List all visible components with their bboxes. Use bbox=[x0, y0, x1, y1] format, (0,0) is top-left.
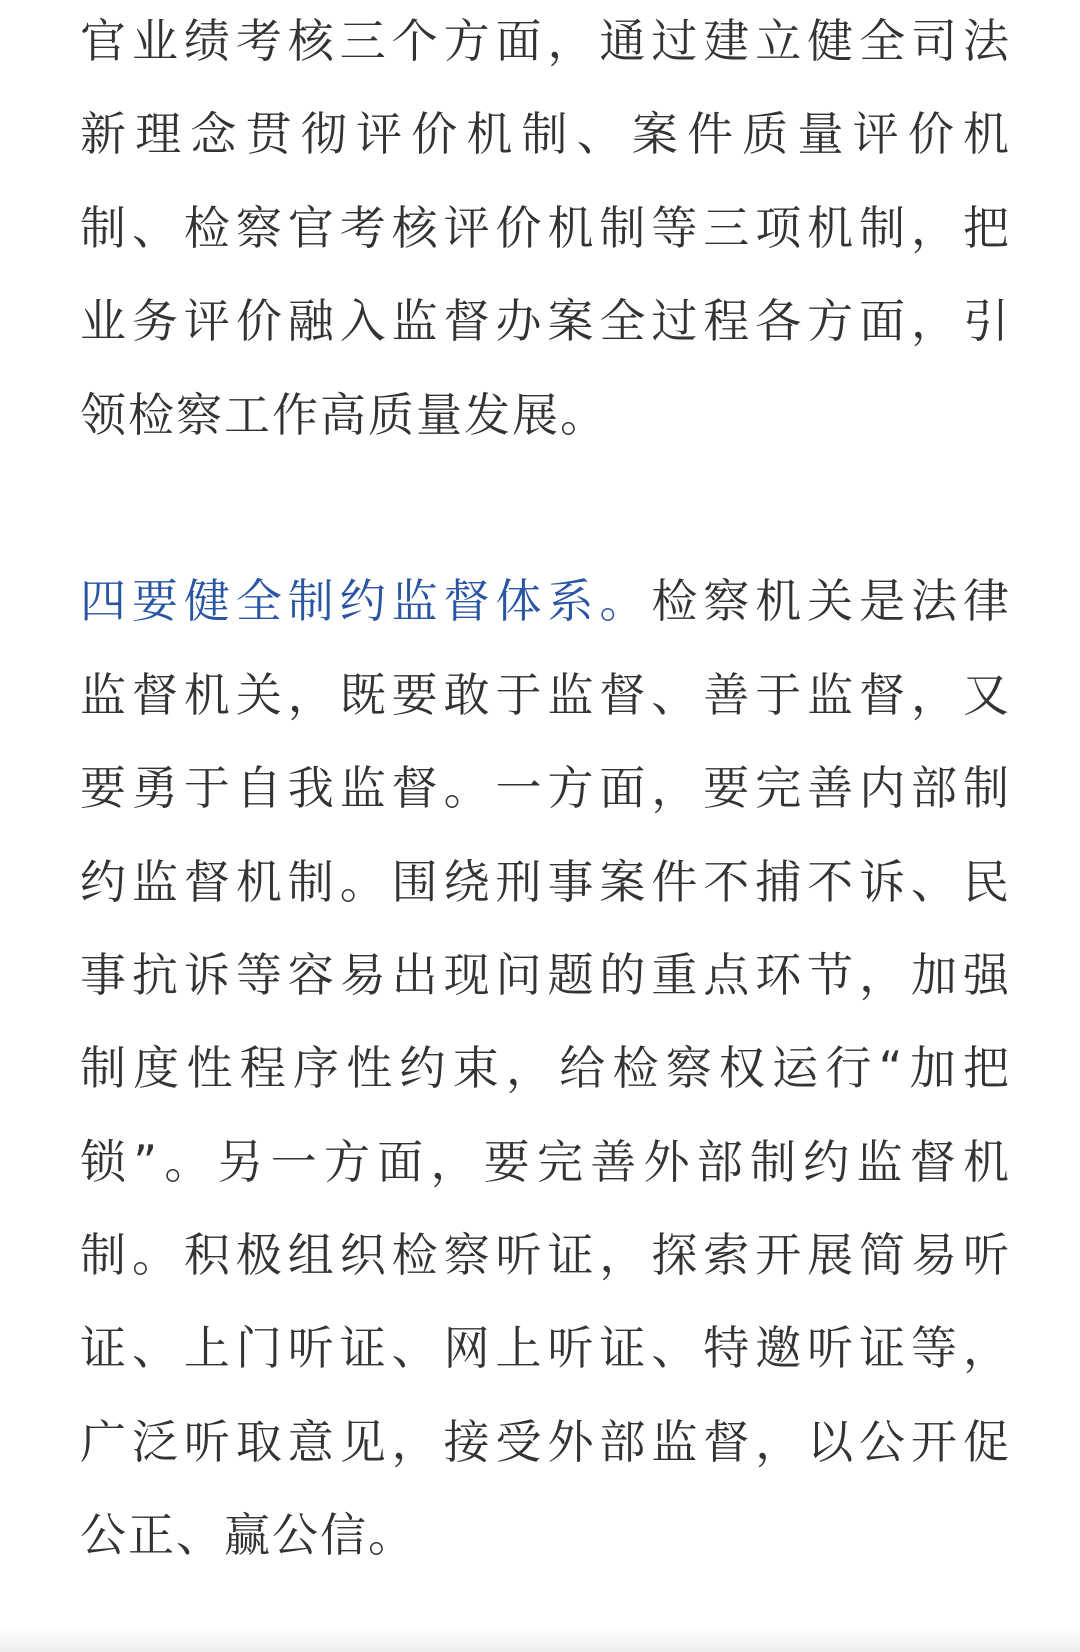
section-heading: 四要健全制约监督体系。 bbox=[80, 574, 652, 629]
paragraph-line: 制、检察官考核评价机制等三项机制，把 bbox=[80, 200, 1011, 255]
paragraph-line: 制度性程序性约束，给检察权运行“加把 bbox=[80, 1041, 1011, 1096]
paragraph-line: 新理念贯彻评价机制、案件质量评价机 bbox=[80, 107, 1011, 162]
bottom-fade bbox=[0, 1626, 1080, 1652]
paragraph-2 bbox=[80, 555, 1011, 1582]
paragraph-line: 公正、赢公信。 bbox=[80, 1508, 416, 1563]
paragraph-line: 要勇于自我监督。一方面，要完善内部制 bbox=[80, 761, 1011, 816]
paragraph-line: 证、上门听证、网上听证、特邀听证等， bbox=[80, 1321, 1011, 1376]
paragraph-text: 检察机关是法律 bbox=[651, 574, 1011, 629]
paragraph-line bbox=[80, 555, 1011, 648]
paragraph-line: 事抗诉等容易出现问题的重点环节，加强 bbox=[80, 947, 1011, 1002]
article-body bbox=[80, 0, 1011, 1583]
paragraph-line: 制。积极组织检察听证，探索开展简易听 bbox=[80, 1228, 1011, 1283]
paragraph-line: 约监督机制。围绕刑事案件不捕不诉、民 bbox=[80, 854, 1011, 909]
paragraph-line: 领检察工作高质量发展。 bbox=[80, 387, 608, 442]
paragraph-line: 监督机关，既要敢于监督、善于监督，又 bbox=[80, 667, 1011, 722]
paragraph-line: 锁”。另一方面，要完善外部制约监督机 bbox=[80, 1134, 1011, 1189]
paragraph-1 bbox=[80, 0, 1011, 462]
paragraph-line: 官业绩考核三个方面，通过建立健全司法 bbox=[80, 14, 1011, 68]
paragraph-line: 广泛听取意见，接受外部监督，以公开促 bbox=[80, 1414, 1011, 1469]
paragraph-line: 业务评价融入监督办案全过程各方面，引 bbox=[80, 294, 1011, 349]
